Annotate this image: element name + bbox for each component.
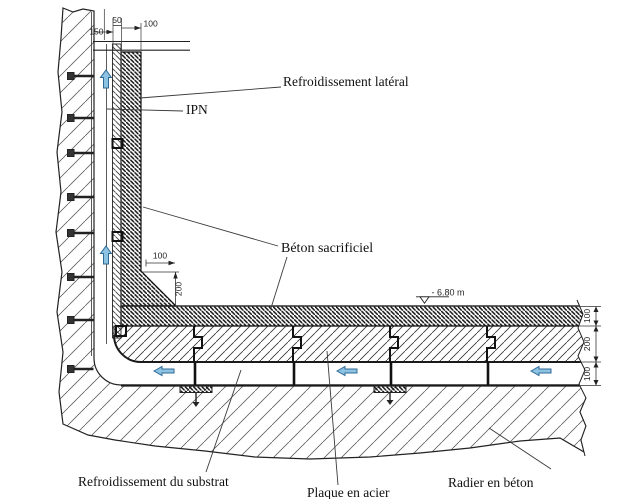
level-marker bbox=[416, 288, 465, 304]
dim-top-plate: 50 bbox=[112, 15, 122, 25]
coolant-up-arrow bbox=[101, 246, 112, 264]
dim-arrow bbox=[135, 26, 142, 30]
sacrificial-concrete-slab bbox=[121, 306, 584, 326]
label-substrate-cooling: Refroidissement du substrat bbox=[78, 474, 229, 489]
dim-top-channel: 150 bbox=[89, 26, 104, 37]
coolant-left-arrow bbox=[154, 367, 174, 376]
dim-arrow bbox=[169, 261, 176, 265]
dim-top-concrete: 100 bbox=[143, 18, 158, 29]
label-sacrificial-concrete: Béton sacrificiel bbox=[281, 241, 374, 256]
steel-plate-layer bbox=[114, 326, 584, 362]
lateral-steel-strip bbox=[113, 44, 122, 338]
dim-arrow bbox=[107, 30, 114, 34]
coolant-left-arrow bbox=[531, 367, 551, 376]
level-value: - 6.80 m bbox=[431, 287, 465, 298]
coolant-up-arrow bbox=[101, 70, 112, 88]
dim-right-channel: 100 bbox=[582, 366, 592, 382]
coolant-left-arrow bbox=[337, 367, 357, 376]
dim-right-plate: 200 bbox=[582, 336, 592, 352]
dim-haunch-height: 200 bbox=[173, 281, 184, 297]
label-ipn: IPN bbox=[186, 102, 208, 117]
label-concrete-raft: Radier en béton bbox=[448, 475, 534, 490]
dim-haunch-width: 100 bbox=[152, 250, 168, 261]
sacrificial-concrete-column bbox=[121, 52, 176, 306]
label-lateral-cooling: Refroidissement latéral bbox=[283, 74, 409, 89]
label-steel-plate: Plaque en acier bbox=[307, 485, 390, 499]
dim-arrow bbox=[173, 272, 177, 279]
dim-right-sacrificial: 100 bbox=[582, 308, 592, 324]
